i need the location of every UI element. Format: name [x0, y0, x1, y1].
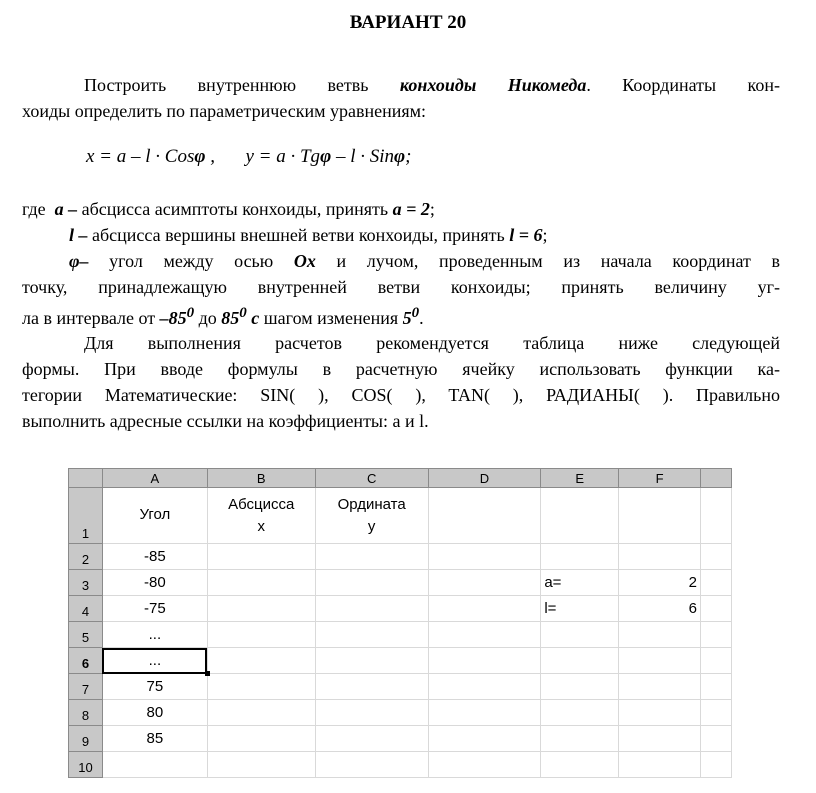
cell-c1[interactable]	[315, 488, 428, 544]
column-header-g[interactable]	[701, 469, 732, 488]
cell-f1[interactable]	[619, 488, 701, 544]
para3-line-4: выполнить адресные ссылки на коэффициенты: а и l.	[22, 411, 429, 431]
task-line-1: Построить внутреннюю ветвь конхоиды Никомеда. Координаты кон-	[84, 75, 780, 95]
page-title: ВАРИАНТ 20	[349, 12, 467, 33]
cell[interactable]	[207, 700, 315, 726]
column-header-e[interactable]: E	[541, 469, 619, 488]
cell-e[interactable]: l=	[541, 596, 619, 622]
active-cell-a6[interactable]: ...	[102, 648, 207, 674]
where-phi-line-2: точку, принадлежащую внутренней ветви конхоиды; принять величину уг-	[22, 277, 780, 297]
cell-f[interactable]	[619, 648, 701, 674]
column-header-f[interactable]: F	[619, 469, 701, 488]
cell-d1[interactable]	[428, 488, 541, 544]
cell-e[interactable]	[541, 648, 619, 674]
cell-a[interactable]: 85	[102, 726, 207, 752]
cell-b1-line2: x	[257, 518, 265, 535]
cell[interactable]	[207, 596, 315, 622]
table-row	[69, 700, 732, 726]
cell[interactable]	[701, 596, 732, 622]
cell[interactable]	[207, 570, 315, 596]
cell-f[interactable]	[619, 752, 701, 778]
cell-a[interactable]: -75	[102, 596, 207, 622]
cell[interactable]	[207, 726, 315, 752]
cell-e[interactable]: a=	[541, 570, 619, 596]
cell-e[interactable]	[541, 674, 619, 700]
row-header[interactable]: 9	[69, 726, 103, 752]
cell[interactable]	[701, 674, 732, 700]
cell-a[interactable]: 80	[102, 700, 207, 726]
cell-e1[interactable]	[541, 488, 619, 544]
cell[interactable]	[207, 544, 315, 570]
cell[interactable]	[701, 726, 732, 752]
select-all-corner[interactable]	[69, 469, 103, 488]
where-a-line: где a – абсцисса асимптоты конхоиды, принять a = 2;	[22, 199, 435, 219]
para3-line-1: Для выполнения расчетов рекомендуется таблица ниже следующей	[84, 333, 780, 353]
cell-b1-line1: Абсцисса	[228, 496, 295, 513]
table-row	[69, 726, 732, 752]
table-row	[69, 596, 732, 622]
column-header-a[interactable]: A	[102, 469, 207, 488]
task-line-2: хоиды определить по параметрическим уравнениям:	[22, 101, 427, 121]
cell-a[interactable]: ...	[102, 622, 207, 648]
cell[interactable]	[428, 596, 541, 622]
row-header[interactable]: 7	[69, 674, 103, 700]
cell[interactable]	[428, 622, 541, 648]
row-header[interactable]: 6	[69, 648, 103, 674]
table-row	[69, 674, 732, 700]
cell-b1[interactable]	[207, 488, 315, 544]
table-row	[69, 752, 732, 778]
cell[interactable]	[701, 570, 732, 596]
cell[interactable]	[207, 752, 315, 778]
cell-a1[interactable]: Угол	[102, 488, 207, 544]
where-l-line: l – абсцисса вершины внешней ветви конхоиды, принять l = 6;	[69, 225, 548, 245]
cell[interactable]	[315, 674, 428, 700]
table-row	[69, 544, 732, 570]
cell[interactable]	[428, 674, 541, 700]
cell[interactable]	[701, 544, 732, 570]
cell[interactable]	[428, 544, 541, 570]
cell-a[interactable]: -80	[102, 570, 207, 596]
cell-f[interactable]	[619, 726, 701, 752]
column-header-b[interactable]: B	[207, 469, 315, 488]
table-row	[69, 570, 732, 596]
cell[interactable]	[428, 700, 541, 726]
row-header[interactable]: 4	[69, 596, 103, 622]
cell[interactable]	[315, 752, 428, 778]
cell[interactable]	[207, 622, 315, 648]
row-header[interactable]: 5	[69, 622, 103, 648]
cell[interactable]	[428, 570, 541, 596]
row-header[interactable]: 1	[69, 488, 103, 544]
cell-e[interactable]	[541, 752, 619, 778]
cell-a[interactable]: -85	[102, 544, 207, 570]
cell-c1-line2: y	[367, 518, 376, 535]
cell-e[interactable]	[541, 622, 619, 648]
cell-c1-line1: Ордината	[337, 496, 406, 513]
cell-f[interactable]: 2	[619, 570, 701, 596]
para3-line-2: формы. При вводе формулы в расчетную ячейку использовать функции ка-	[22, 359, 780, 379]
table-row	[69, 488, 732, 544]
cell-f[interactable]: 6	[619, 596, 701, 622]
row-header[interactable]: 3	[69, 570, 103, 596]
cell[interactable]	[428, 726, 541, 752]
cell-a[interactable]: 75	[102, 674, 207, 700]
column-header-c[interactable]: C	[315, 469, 428, 488]
cell[interactable]	[315, 544, 428, 570]
spreadsheet	[68, 468, 732, 775]
cell-g1[interactable]	[701, 488, 732, 544]
cell[interactable]	[428, 648, 541, 674]
column-header-d[interactable]: D	[428, 469, 541, 488]
cell[interactable]	[701, 648, 732, 674]
row-header[interactable]: 2	[69, 544, 103, 570]
cell-f[interactable]	[619, 622, 701, 648]
row-header[interactable]: 8	[69, 700, 103, 726]
where-phi-line-1: φ– угол между осью Ox и лучом, проведенным из начала координат в	[69, 251, 780, 271]
cell-a[interactable]	[102, 752, 207, 778]
where-phi-line-3: ла в интервале от $-85^0$ до $85^0$ с шагом изменения $5^0$.	[22, 305, 424, 328]
table-row	[69, 648, 732, 674]
cell[interactable]	[315, 596, 428, 622]
cell[interactable]	[315, 648, 428, 674]
cell-f[interactable]	[619, 700, 701, 726]
cell[interactable]	[428, 752, 541, 778]
cell[interactable]	[207, 648, 315, 674]
cell[interactable]	[701, 622, 732, 648]
cell-e[interactable]	[541, 544, 619, 570]
column-header-row	[69, 469, 732, 488]
cell-e[interactable]	[541, 700, 619, 726]
cell[interactable]	[315, 700, 428, 726]
cell[interactable]	[701, 700, 732, 726]
cell[interactable]	[315, 622, 428, 648]
cell[interactable]	[315, 570, 428, 596]
cell[interactable]	[701, 752, 732, 778]
cell-f[interactable]	[619, 544, 701, 570]
table-row	[69, 622, 732, 648]
parametric-formula: x = a – l · Cosφ , y = a · Tgφ – l · Sinφ;	[86, 146, 412, 167]
cell[interactable]	[315, 726, 428, 752]
row-header[interactable]: 10	[69, 752, 103, 778]
cell-f[interactable]	[619, 674, 701, 700]
cell-e[interactable]	[541, 726, 619, 752]
cell[interactable]	[207, 674, 315, 700]
para3-line-3: тегории Математические: SIN( ), COS( ), TAN( ), РАДИАНЫ( ). Правильно	[22, 385, 780, 405]
